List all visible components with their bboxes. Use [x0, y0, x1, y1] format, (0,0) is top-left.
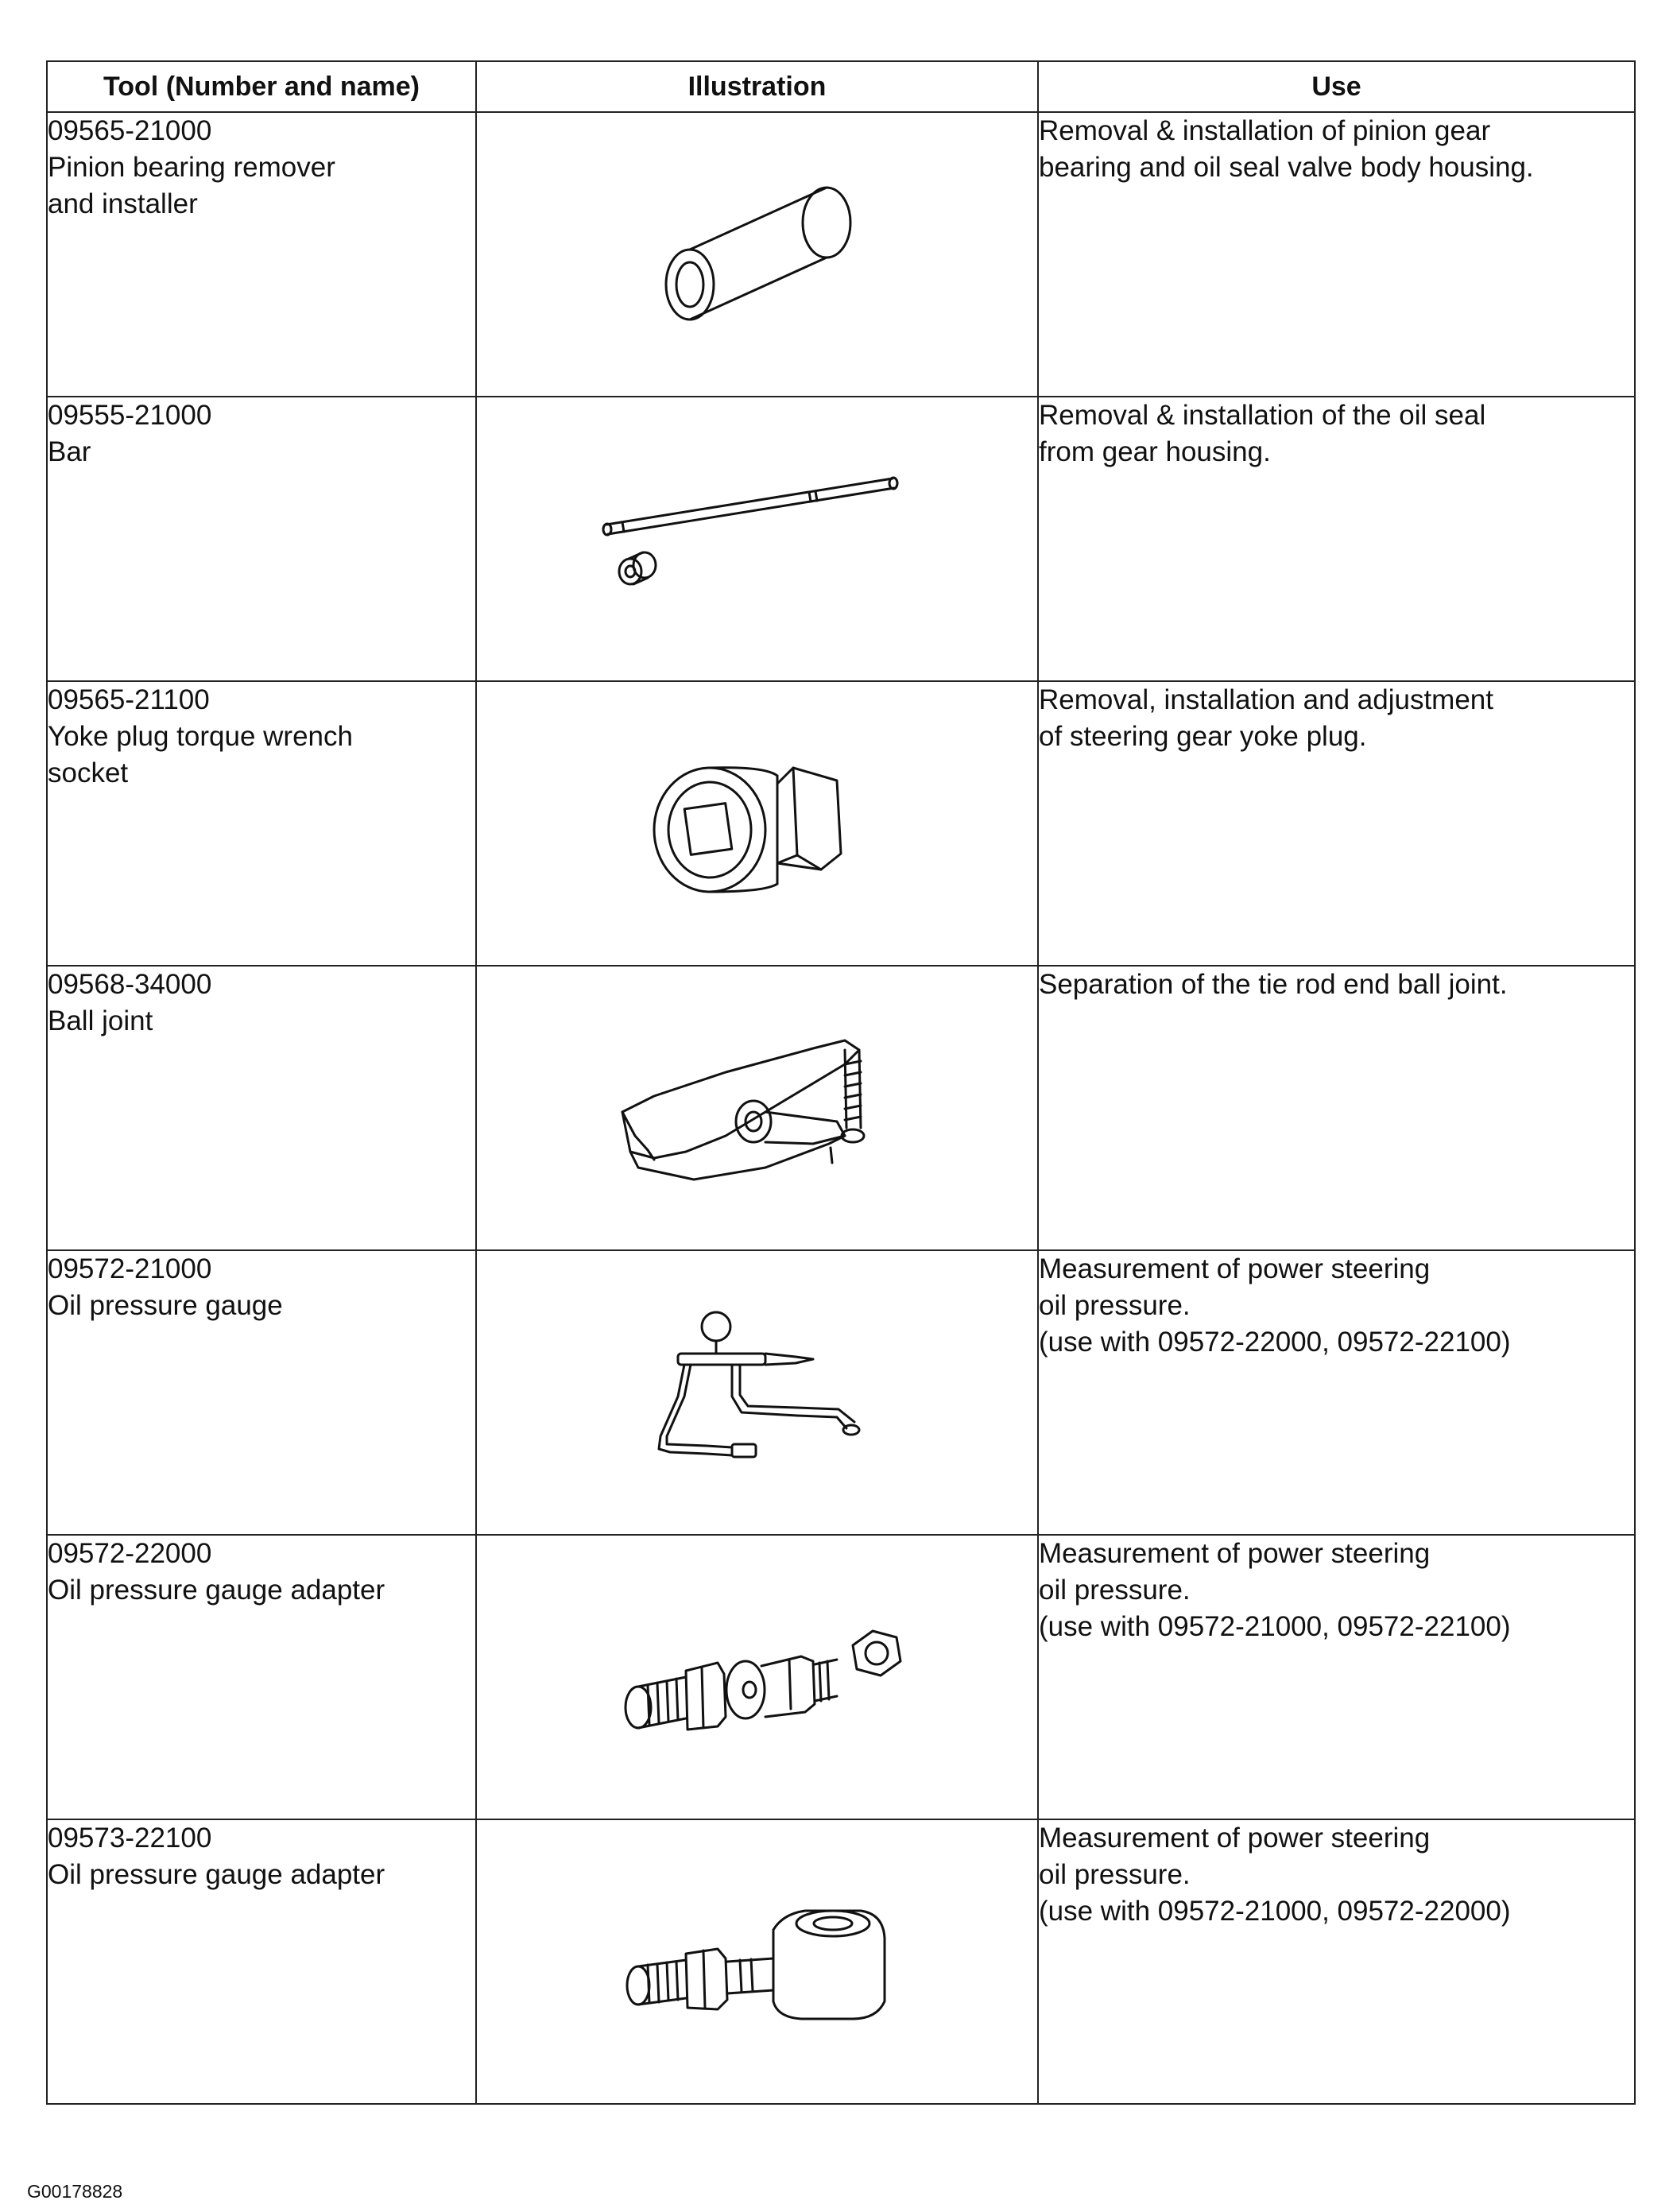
use-line: Separation of the tie rod end ball joint. — [1039, 969, 1508, 1000]
use-cell — [1038, 397, 1635, 681]
tool-number: 09565-21000 — [48, 115, 212, 146]
use-line: Removal & installation of pinion gear — [1039, 115, 1491, 146]
tool-name: Oil pressure gauge adapter — [48, 1575, 385, 1606]
figure-id: G00178828 — [27, 2181, 123, 2202]
socket-icon — [646, 736, 869, 911]
header-illustration: Illustration — [476, 61, 1038, 112]
tool-cell — [47, 397, 476, 681]
use-line: from gear housing. — [1039, 436, 1271, 467]
use-line: oil pressure. — [1039, 1290, 1191, 1321]
tool-cell — [47, 966, 476, 1250]
use-line: (use with 09572-21000, 09572-22100) — [1039, 1611, 1511, 1642]
use-line: oil pressure. — [1039, 1859, 1191, 1890]
tool-number: 09572-22000 — [48, 1538, 212, 1569]
tube-sleeve-icon — [622, 175, 893, 334]
use-cell — [1038, 1250, 1635, 1535]
illustration-cell — [476, 681, 1038, 966]
table-row — [47, 397, 1635, 681]
tool-name: Pinion bearing remover and installer — [48, 152, 335, 219]
illustration-cell — [476, 112, 1038, 397]
header-use: Use — [1038, 61, 1635, 112]
use-line: (use with 09572-21000, 09572-22000) — [1039, 1896, 1511, 1927]
use-line: Removal, installation and adjustment — [1039, 684, 1493, 715]
tool-name: Oil pressure gauge adapter — [48, 1859, 385, 1890]
tool-cell — [47, 1535, 476, 1819]
illustration-cell — [476, 1535, 1038, 1819]
tool-number: 09555-21000 — [48, 400, 212, 431]
bar-rod-icon — [591, 467, 924, 610]
header-tool: Tool (Number and name) — [47, 61, 476, 112]
tool-cell — [47, 112, 476, 397]
fitting-adapter-icon — [598, 1598, 916, 1757]
table-row — [47, 966, 1635, 1250]
banjo-adapter-icon — [606, 1882, 908, 2041]
use-line: oil pressure. — [1039, 1575, 1191, 1606]
pressure-gauge-icon — [638, 1301, 877, 1484]
use-line: Measurement of power steering — [1039, 1538, 1431, 1569]
use-line: Removal & installation of the oil seal — [1039, 400, 1486, 431]
use-cell — [1038, 112, 1635, 397]
special-tools-table — [46, 60, 1636, 2105]
tool-name: Bar — [48, 436, 91, 467]
use-cell — [1038, 1819, 1635, 2104]
illustration-cell — [476, 966, 1038, 1250]
tool-name: Yoke plug torque wrench socket — [48, 721, 353, 788]
table-row — [47, 681, 1635, 966]
tool-name: Ball joint — [48, 1005, 153, 1036]
illustration-cell — [476, 1250, 1038, 1535]
table-row — [47, 1819, 1635, 2104]
tool-number: 09573-22100 — [48, 1823, 212, 1854]
tool-number: 09565-21100 — [48, 684, 210, 715]
ball-joint-puller-icon — [606, 1017, 908, 1199]
tool-cell — [47, 1250, 476, 1535]
tool-number: 09568-34000 — [48, 969, 212, 1000]
use-line: Measurement of power steering — [1039, 1253, 1431, 1284]
use-cell — [1038, 966, 1635, 1250]
table-row — [47, 1250, 1635, 1535]
use-line: Measurement of power steering — [1039, 1823, 1431, 1854]
table-row — [47, 1535, 1635, 1819]
illustration-cell — [476, 1819, 1038, 2104]
use-line: of steering gear yoke plug. — [1039, 721, 1367, 752]
tool-name: Oil pressure gauge — [48, 1290, 283, 1321]
tool-cell — [47, 1819, 476, 2104]
tool-number: 09572-21000 — [48, 1253, 212, 1284]
use-cell — [1038, 681, 1635, 966]
table-row — [47, 112, 1635, 397]
use-cell — [1038, 1535, 1635, 1819]
table-header-row — [47, 61, 1635, 112]
tool-cell — [47, 681, 476, 966]
illustration-cell — [476, 397, 1038, 681]
use-line: (use with 09572-22000, 09572-22100) — [1039, 1327, 1511, 1358]
use-line: bearing and oil seal valve body housing. — [1039, 152, 1534, 183]
